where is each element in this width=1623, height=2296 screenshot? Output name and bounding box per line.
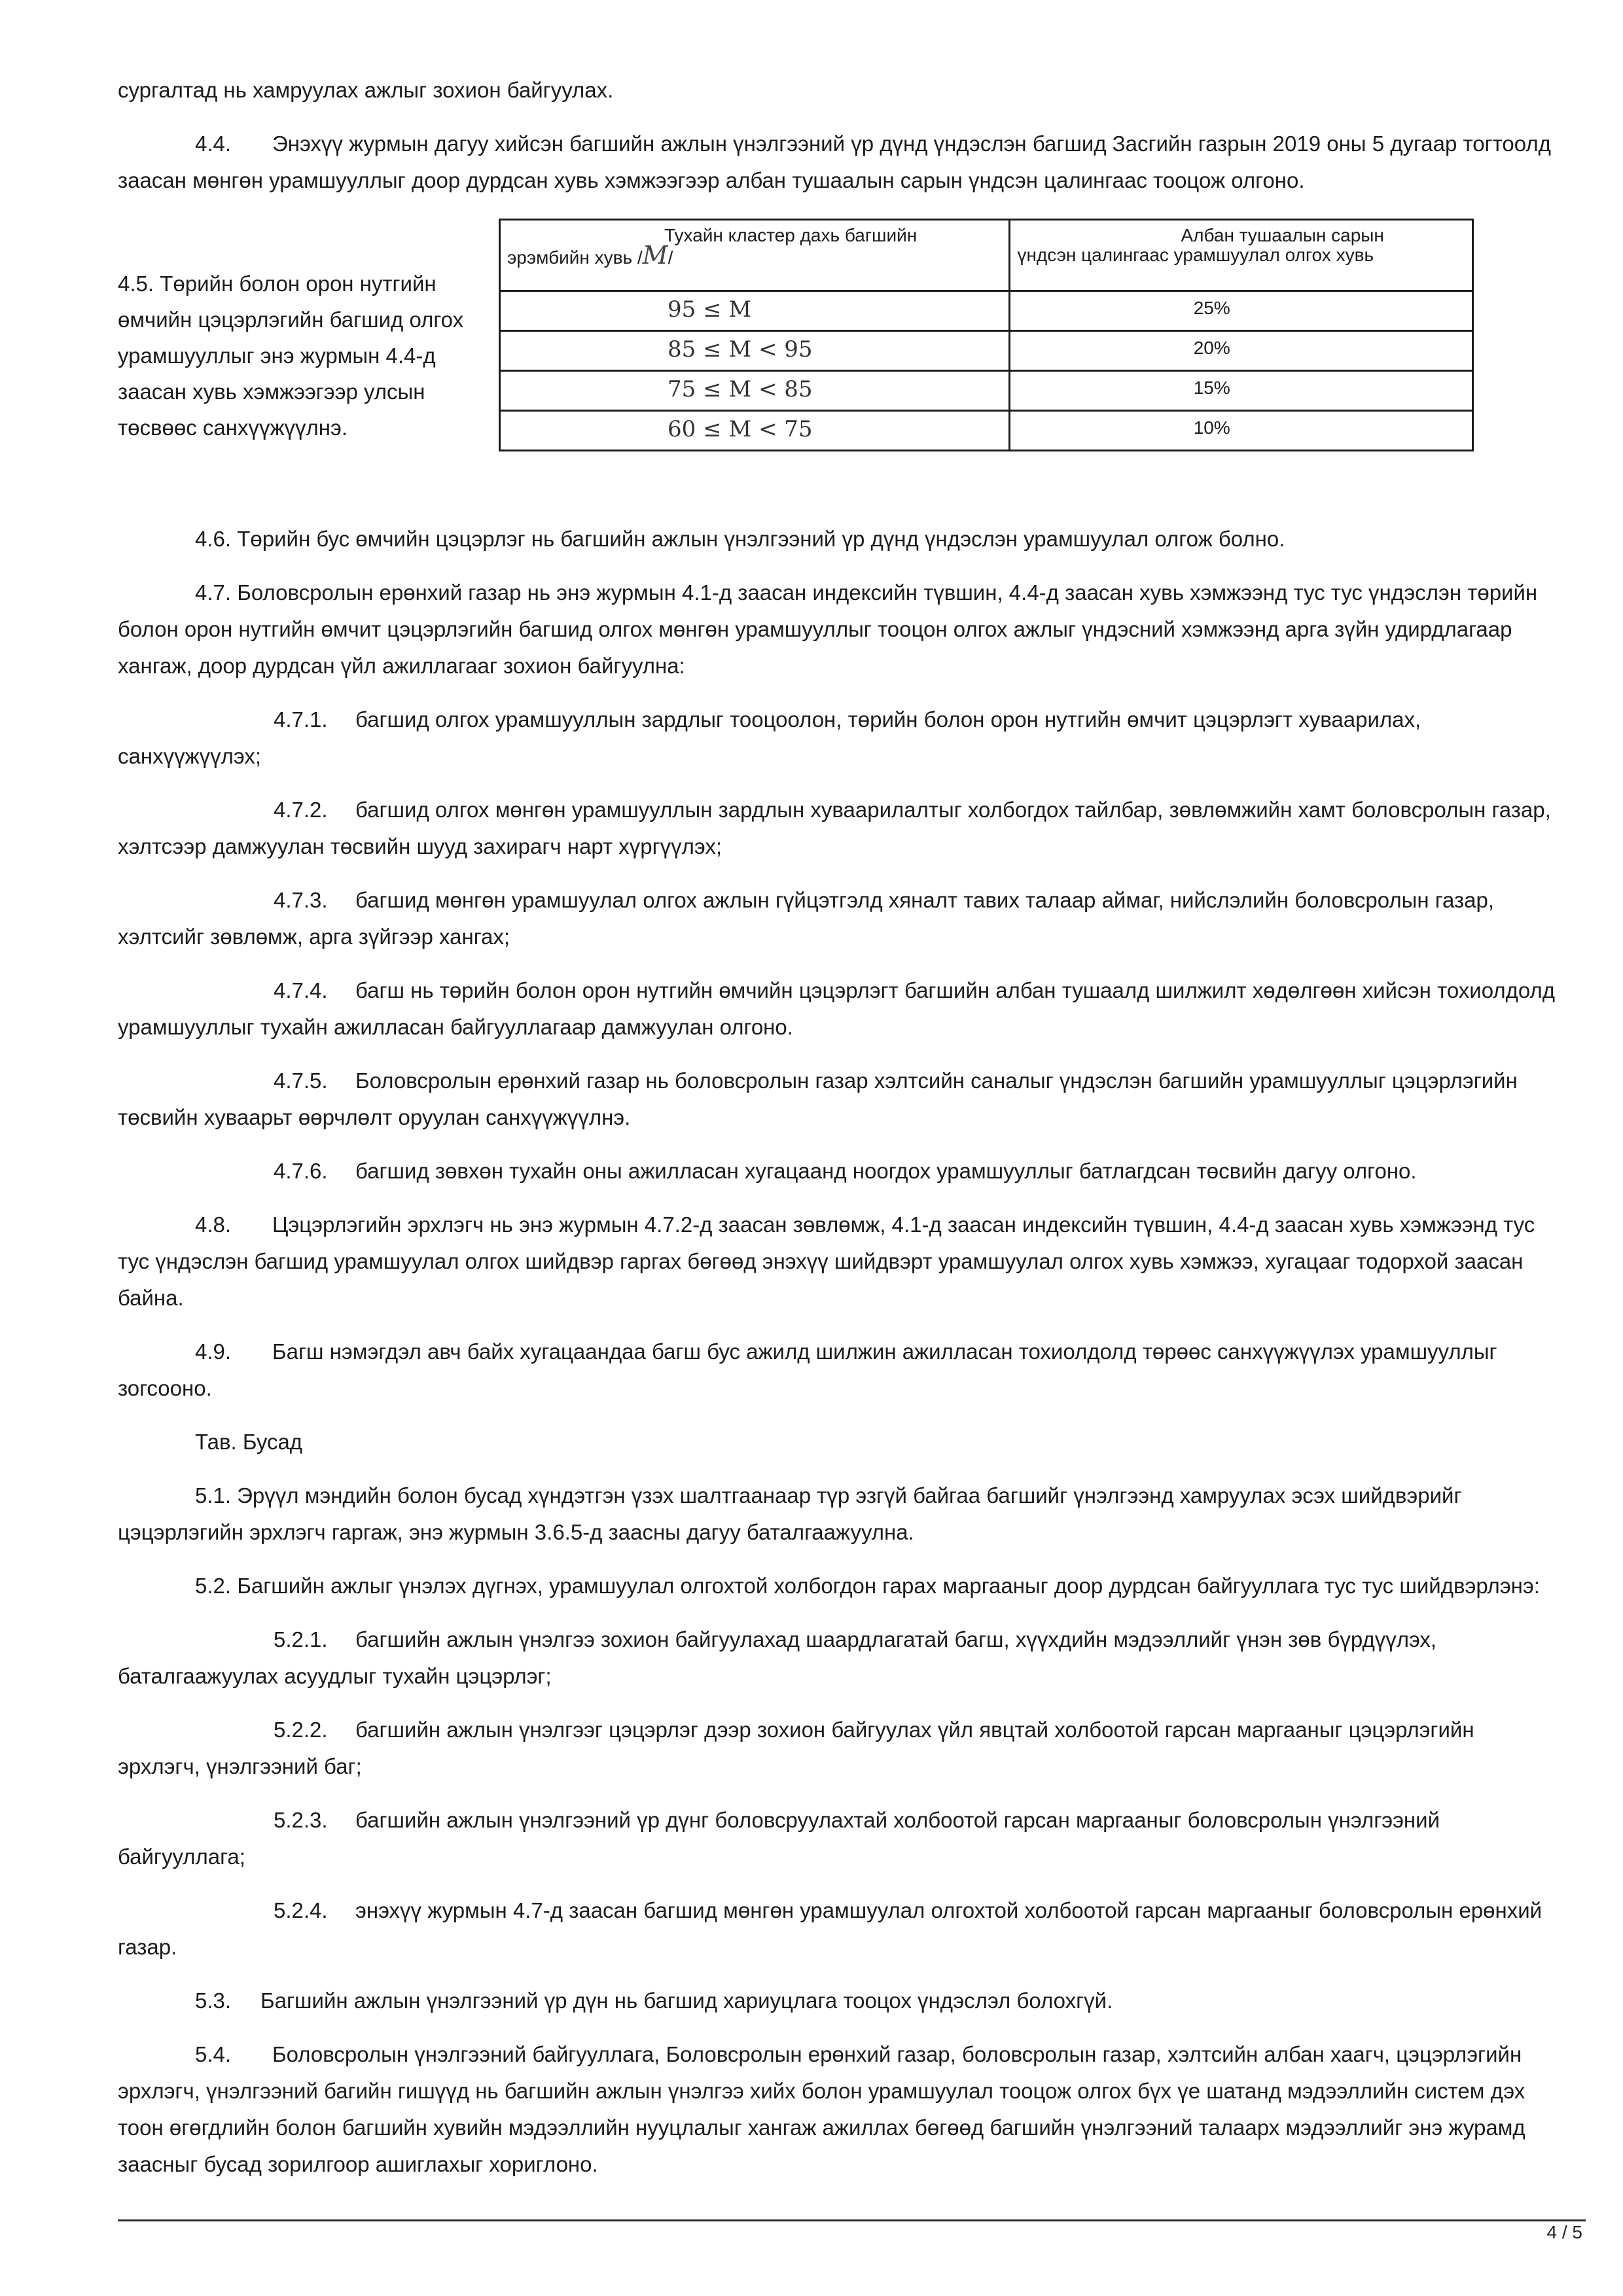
document-page (118, 72, 1558, 2200)
paragraph-5-2: 5.2. Багшийн ажлыг үнэлэх дүгнэх, урамшуулал олгохтой холбогдон гарах маргааныг доор дурдсан байгууллага тус тус шийдвэрлэнэ: (195, 1574, 1540, 1598)
paragraph-4-9: 4.9. Багш нэмэгдэл авч байх хугацаандаа багш бус ажилд шилжин ажилласан тохиолдолд төрөөс санхүүжүүлэх урамшууллыг зогсооно. (118, 1339, 1497, 1400)
table-row (500, 371, 1473, 411)
table-header-rank: Тухайн кластер дахь багшийн эрэмбийн хувь /M/ (500, 220, 1010, 291)
table-header-percent: Албан тушаалын сарын үндсэн цалингаас урамшуулал олгох хувь (1010, 220, 1473, 291)
list-item: 5.2.1. багшийн ажлын үнэлгээ зохион байгуулахад шаардлагатай багш, хүүхдийн мэдээллийг үнэн зөв бүрдүүлэх, баталгаажуулах асуудлыг тухайн цэцэрлэг; (118, 1627, 1437, 1688)
table-row (500, 291, 1473, 331)
list-item: 5.2.3. багшийн ажлын үнэлгээний үр дүнг боловсруулахтай холбоотой гарсан маргааныг боловсролын үнэлгээний байгууллага; (118, 1808, 1440, 1869)
page-number: 4 / 5 (1546, 2222, 1582, 2242)
bonus-percent: 25% (1193, 298, 1230, 318)
list-item: 4.7.3. багшид мөнгөн урамшуулал олгох ажлын гүйцэтгэлд хяналт тавих талаар аймаг, нийслэлийн боловсролын газар, хэлтсийг зөвлөмж, арга зүйгээр хангах; (118, 888, 1495, 949)
list-item: 4.7.1. багшид олгох урамшууллын зардлыг тооцоолон, төрийн болон орон нутгийн өмчит цэцэрлэгт хуваарилах, санхүүжүүлэх; (118, 707, 1421, 768)
rank-condition: 60 ≤ M < 75 (668, 416, 813, 442)
bonus-percent: 10% (1193, 417, 1230, 438)
paragraph-4-4 (118, 126, 1558, 199)
rank-condition: 85 ≤ M < 95 (668, 336, 813, 362)
bonus-percentage-table (499, 219, 1474, 451)
paragraph-text: Энэхүү журмын дагуу хийсэн багшийн ажлын үнэлгээний үр дүнд үндэслэн багшид Засгийн газрын 2019 оны 5 дугаар тогтоолд заасан мөнгөн урамшууллыг доор дурдсан хувь хэмжээгээр албан тушаалын сарын үндсэн цалингаас тооцож олгоно. (118, 132, 1551, 192)
section-4-5 (118, 219, 1558, 513)
section-heading: Тав. Бусад (195, 1430, 303, 1454)
list-item: 4.7.5. Боловсролын ерөнхий газар нь боловсролын газар хэлтсийн саналыг үндэслэн багшийн урамшууллыг цэцэрлэгийн төсвийн хуваарьт өөрчлөлт оруулан санхүүжүүлнэ. (118, 1069, 1518, 1129)
bonus-percent: 15% (1193, 378, 1230, 398)
paragraph-4-5: 4.5. Төрийн болон орон нутгийн өмчийн цэцэрлэгийн багшид олгох урамшууллыг энэ журмын 4.4-д заасан хувь хэмжээгээр улсын төсвөөс санхүүжүүлнэ. (118, 272, 464, 440)
paragraph-number: 4.4. (195, 132, 232, 156)
paragraph-5-4: 5.4. Боловсролын үнэлгээний байгууллага, Боловсролын ерөнхий газар, боловсролын газар, хэлтсийн албан хаагч, цэцэрлэгийн эрхлэгч, үнэлгээний багийн гишүүд нь багшийн ажлын үнэлгээ хийх болон урамшуулал тооцож олгох бүх үе шатанд мэдээллийн систем дэх тоон өгөгдлийн болон багшийн хувийн мэдээллийн нууцлалыг хангаж ажиллах бөгөөд багшийн үнэлгээний талаарх мэдээллийг энэ журамд заасныг бусад зорилгоор ашиглахыг хориглоно. (118, 2042, 1525, 2176)
list-item: 4.7.6. багшид зөвхөн тухайн оны ажилласан хугацаанд ноогдох урамшууллыг батлагдсан төсвийн дагуу олгоно. (274, 1159, 1417, 1183)
paragraph-4-6: 4.6. Төрийн бус өмчийн цэцэрлэг нь багшийн ажлын үнэлгээний үр дүнд үндэслэн урамшуулал олгож болно. (195, 527, 1285, 551)
list-item: 4.7.4. багш нь төрийн болон орон нутгийн өмчийн цэцэрлэгт багшийн албан тушаалд шилжилт хөдөлгөөн хийсэн тохиолдолд урамшууллыг тухайн ажилласан байгууллагаар дамжуулан олгоно. (118, 978, 1556, 1039)
footer-divider (118, 2219, 1586, 2221)
table-row (500, 331, 1473, 371)
bonus-percent: 20% (1193, 338, 1230, 358)
list-item: 5.2.2. багшийн ажлын үнэлгээг цэцэрлэг дээр зохион байгуулах үйл явцтай холбоотой гарсан маргааныг цэцэрлэгийн эрхлэгч, үнэлгээний баг; (118, 1718, 1474, 1778)
list-item: 5.2.4. энэхүү журмын 4.7-д заасан багшид мөнгөн урамшуулал олгохтой холбоотой гарсан маргааныг боловсролын ерөнхий газар. (118, 1898, 1543, 1959)
paragraph-5-1: 5.1. Эрүүл мэндийн болон бусад хүндэтгэн үзэх шалтгаанаар түр эзгүй байгаа багшийг үнэлгээнд хамруулах эсэх шийдвэрийг цэцэрлэгийн эрхлэгч гаргаж, энэ журмын 3.6.5-д заасны дагуу баталгаажуулна. (118, 1483, 1462, 1544)
intro-line: сургалтад нь хамруулах ажлыг зохион байгуулах. (118, 78, 614, 102)
paragraph-5-3: 5.3. Багшийн ажлын үнэлгээний үр дүн нь багшид хариуцлага тооцох үндэслэл болохгүй. (195, 1988, 1113, 2013)
table-header-row (500, 220, 1473, 291)
table-row (500, 411, 1473, 451)
rank-condition: 75 ≤ M < 85 (668, 376, 813, 402)
paragraph-4-8: 4.8. Цэцэрлэгийн эрхлэгч нь энэ журмын 4.7.2-д заасан зөвлөмж, 4.1-д заасан индексийн түвшин, 4.4-д заасан хувь хэмжээнд тус тус үндэслэн багшид урамшуулал олгох шийдвэр гаргах бөгөөд энэхүү шийдвэрт урамшуулал олгох хувь хэмжээ, хугацааг тодорхой заасан байна. (118, 1212, 1535, 1310)
list-item: 4.7.2. багшид олгох мөнгөн урамшууллын зардлын хуваарилалтыг холбогдох тайлбар, зөвлөмжийн хамт боловсролын газар, хэлтсээр дамжуулан төсвийн шууд захирагч нарт хүргүүлэх; (118, 798, 1551, 858)
rank-condition: 95 ≤ M (668, 296, 752, 323)
paragraph-4-7: 4.7. Боловсролын ерөнхий газар нь энэ журмын 4.1-д заасан индексийн түвшин, 4.4-д заасан хувь хэмжээнд тус тус үндэслэн төрийн болон орон нутгийн өмчит цэцэрлэгийн багшид олгох мөнгөн урамшууллыг тооцон олгох ажлыг үндэсний хэмжээнд арга зүйн удирдлагаар хангаж, доор дурдсан үйл ажиллагааг зохион байгуулна: (118, 580, 1538, 678)
